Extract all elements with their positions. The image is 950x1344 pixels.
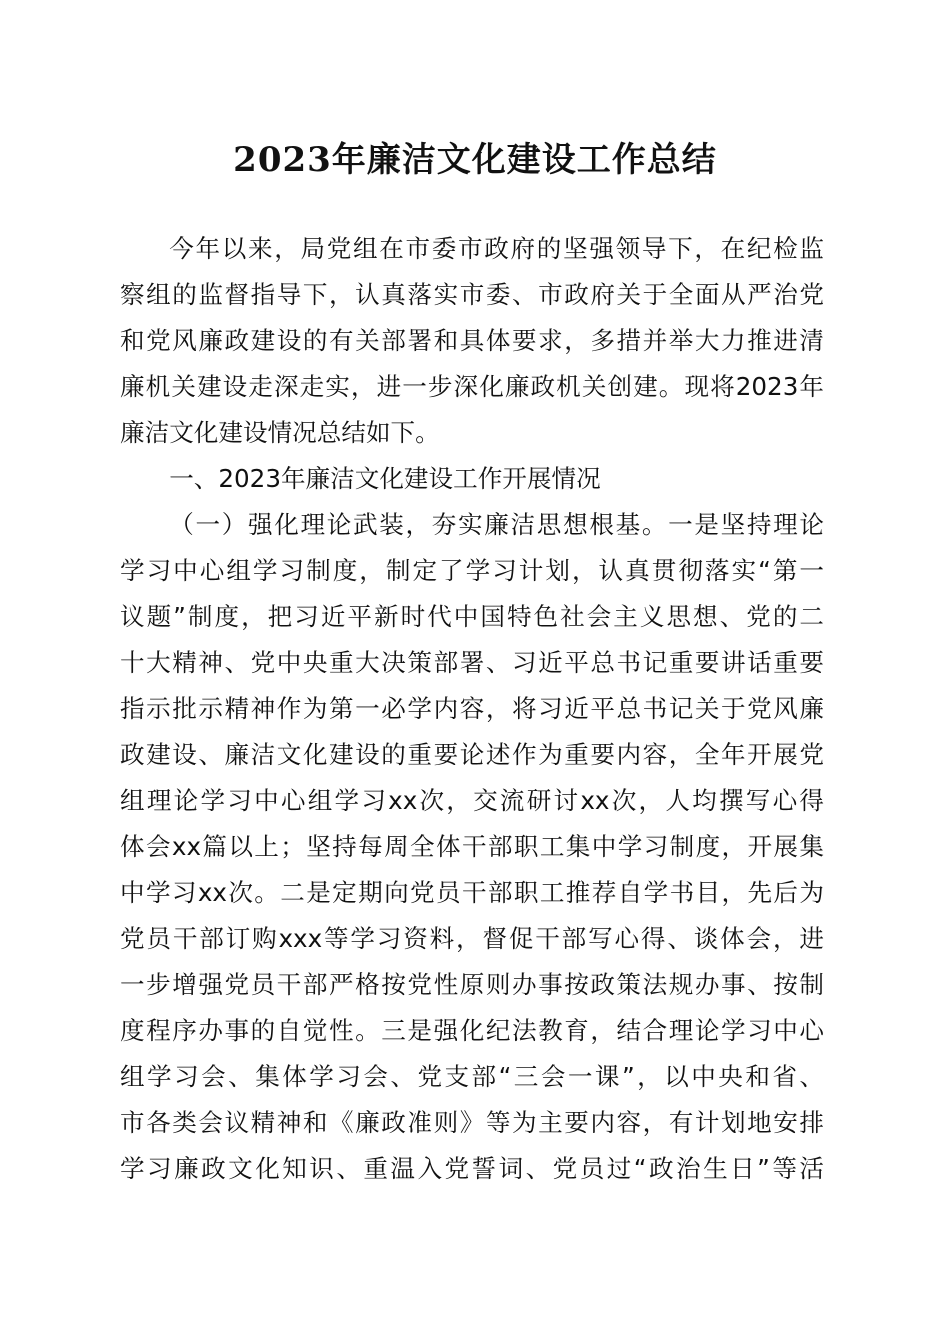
text-line: 廉洁文化建设情况总结如下。	[120, 418, 440, 447]
text-line: 中学习xx次。二是定期向党员干部职工推荐自学书目，先后为	[120, 878, 824, 907]
text-line: 度程序办事的自觉性。三是强化纪法教育，结合理论学习中心	[120, 1016, 824, 1045]
text-line: 指示批示精神作为第一必学内容，将习近平总书记关于党风廉	[120, 694, 824, 723]
text-line: 察组的监督指导下，认真落实市委、市政府关于全面从严治党	[120, 280, 824, 309]
text-line: 学习廉政文化知识、重温入党誓词、党员过“政治生日”等活	[120, 1154, 824, 1183]
text-line: 学习中心组学习制度，制定了学习计划，认真贯彻落实“第一	[120, 556, 824, 585]
intro-paragraph	[120, 226, 824, 456]
document-title: 2023年廉洁文化建设工作总结	[233, 140, 717, 180]
text-line: 体会xx篇以上；坚持每周全体干部职工集中学习制度，开展集	[120, 832, 824, 861]
text-line: 十大精神、党中央重大决策部署、习近平总书记重要讲话重要	[120, 648, 824, 677]
text-line: 和党风廉政建设的有关部署和具体要求，多措并举大力推进清	[120, 326, 824, 355]
document-body	[120, 226, 824, 1192]
text-line: 议题”制度，把习近平新时代中国特色社会主义思想、党的二	[120, 602, 824, 631]
text-line: 组理论学习中心组学习xx次，交流研讨xx次，人均撰写心得	[120, 786, 824, 815]
text-line: 党员干部订购xxx等学习资料，督促干部写心得、谈体会，进	[120, 924, 824, 953]
text-line: 市各类会议精神和《廉政准则》等为主要内容，有计划地安排	[120, 1108, 824, 1137]
text-line: 今年以来，局党组在市委市政府的坚强领导下，在纪检监	[169, 234, 824, 263]
section-heading: 一、2023年廉洁文化建设工作开展情况	[169, 464, 601, 493]
text-line: 政建设、廉洁文化建设的重要论述作为重要内容，全年开展党	[120, 740, 824, 769]
text-line: 组学习会、集体学习会、党支部“三会一课”，以中央和省、	[120, 1062, 824, 1091]
section-1-paragraph	[120, 502, 824, 1192]
text-line: （一）强化理论武装，夯实廉洁思想根基。一是坚持理论	[169, 510, 824, 539]
text-line: 一步增强党员干部严格按党性原则办事按政策法规办事、按制	[120, 970, 824, 999]
text-line: 廉机关建设走深走实，进一步深化廉政机关创建。现将2023年	[120, 372, 824, 401]
